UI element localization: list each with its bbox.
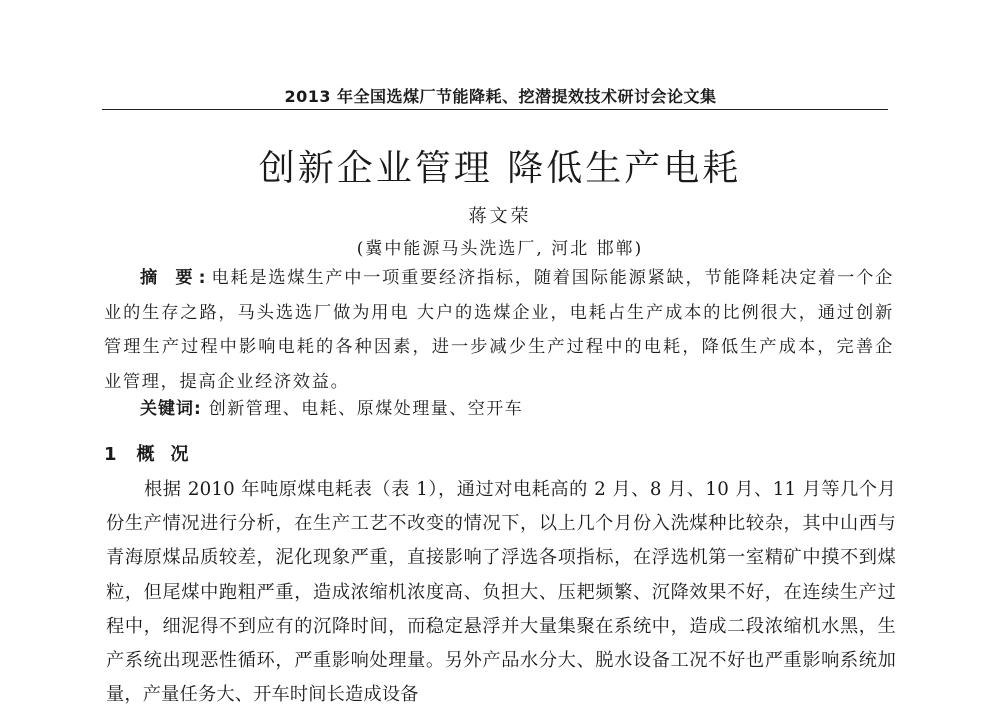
section-title: 概况 bbox=[136, 444, 205, 465]
section-number: 1 bbox=[104, 444, 117, 465]
body-paragraph: 根据 2010 年吨原煤电耗表（表 1），通过对电耗高的 2 月、8 月、10 月、11 月等几个月份生产情况进行分析，在生产工艺不改变的情况下，以上几个月份入洗煤种比较杂，其中山西与青海原煤品质较差，泥化现象严重，直接影响了浮选各项指标，在浮选机第一室精矿中摸不到煤粒，但尾煤中跑粗严重，造成浓缩机浓度高、负担大、压耙频繁、沉降效果不好，在连续生产过程中，细泥得不到应有的沉降时间，而稳定悬浮并大量集聚在系统中，造成二段浓缩机水黑，生产系统出现恶性循环，严重影响处理量。另外产品水分大、脱水设备工况不好也严重影响系统加量，产量任务大、开车时间长造成设备 bbox=[106, 479, 896, 706]
keywords-text: 创新管理、电耗、原煤处理量、空开车 bbox=[208, 399, 524, 419]
section-heading bbox=[104, 440, 205, 466]
author-name: 蒋文荣 bbox=[468, 206, 532, 227]
author-affiliation: (冀中能源马头洗选厂, 河北 邯郸) bbox=[356, 239, 644, 259]
keywords bbox=[140, 394, 890, 419]
keywords-label: 关键词: bbox=[140, 399, 202, 419]
abstract bbox=[104, 261, 894, 399]
abstract-text: 电耗是选煤生产中一项重要经济指标，随着国际能源紧缺，节能降耗决定着一个企业的生存之路，马头选选厂做为用电 大户的选煤企业，电耗占生产成本的比例很大，通过创新管理生产过程中影响电耗的各种因素，进一步减少生产过程中的电耗，降低生产成本，完善企业管理，提高企业经济效益。 bbox=[104, 268, 894, 392]
running-header: 2013 年全国选煤厂节能降耗、挖潜提效技术研讨会论文集 bbox=[284, 87, 717, 106]
paper-title: 创新企业管理 降低生产电耗 bbox=[258, 148, 742, 189]
abstract-label: 摘 要: bbox=[140, 268, 212, 288]
header-rule bbox=[102, 109, 888, 110]
